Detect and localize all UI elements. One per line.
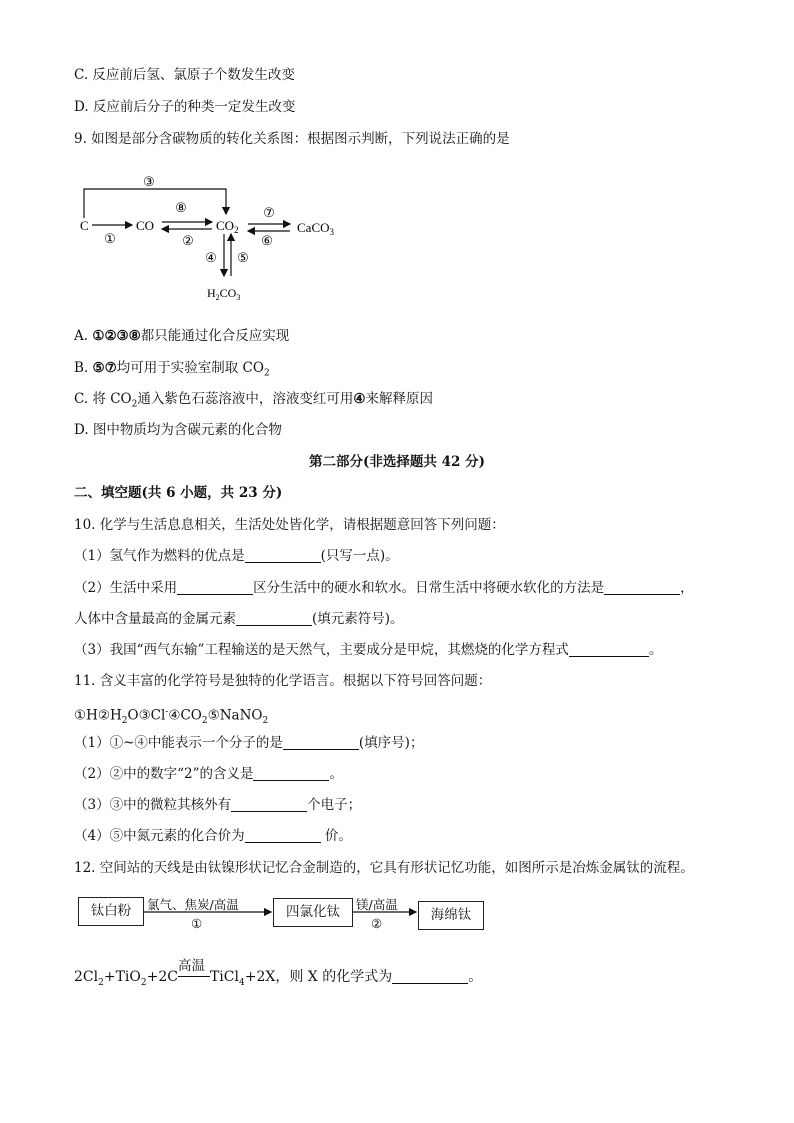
equation-condition: 高温 xyxy=(177,958,205,974)
node-c: C xyxy=(80,218,89,233)
flow-arrow-1-label: 氯气、焦炭/高温 xyxy=(147,897,239,912)
flow-box-titanium-tetrachloride: 四氯化钛 xyxy=(273,898,353,927)
q11-sub4: （4）⑤中氮元素的化合价为 价。 xyxy=(74,828,352,844)
node-co: CO xyxy=(136,218,155,233)
label-2: ② xyxy=(182,233,194,248)
q10-stem: 10. 化学与生活息息相关，生活处处皆化学，请根据题意回答下列问题： xyxy=(74,517,505,533)
q9-option-b: B. ⑤⑦均可用于实验室制取 $CO_2$ xyxy=(74,360,270,379)
q8-option-d: D. 反应前后分子的种类一定发生改变 xyxy=(74,99,296,115)
node-caco3: CaCO$_3$ xyxy=(297,220,334,237)
q9-option-d: D. 图中物质均为含碳元素的化合物 xyxy=(74,422,282,438)
q9-option-c: C. 将 $CO_2$通入紫色石蕊溶液中，溶液变红可用④来解释原因 xyxy=(74,391,433,410)
answer-blank[interactable] xyxy=(283,735,359,750)
answer-blank[interactable] xyxy=(604,580,680,595)
arrow-3 xyxy=(84,189,226,218)
carbon-conversion-diagram xyxy=(70,170,360,305)
flow-arrow-2-step: ② xyxy=(371,916,383,931)
q10-sub2-cont: 人体中含量最高的金属元素 (填元素符号)。 xyxy=(74,611,404,627)
part2-heading: 第二部分(非选择题共 42 分) xyxy=(309,454,485,470)
label-3: ③ xyxy=(143,174,155,189)
answer-blank[interactable] xyxy=(231,797,307,812)
answer-blank[interactable] xyxy=(177,580,253,595)
q11-sub1: （1）①~④中能表示一个分子的是 (填序号)； xyxy=(74,735,424,751)
answer-blank[interactable] xyxy=(569,642,649,657)
q10-sub1: （1）氢气作为燃料的优点是 (只写一点)。 xyxy=(74,548,399,564)
label-4: ④ xyxy=(205,250,217,265)
q11-sub2: （2）②中的数字“2”的含义是 。 xyxy=(74,766,343,782)
answer-blank[interactable] xyxy=(245,548,321,563)
flow-arrow-1-step: ① xyxy=(191,916,203,931)
q10-sub3: （3）我国“西气东输”工程输送的是天然气，主要成分是甲烷，其燃烧的化学方程式 。 xyxy=(74,642,663,658)
node-h2co3: $H_2CO_3$ xyxy=(207,286,241,302)
q12-equation: $2Cl_2+TiO_2+2C$ 高温 TiCl$_4$+2X，则 X 的化学式为 。 xyxy=(74,958,483,988)
answer-blank[interactable] xyxy=(245,828,321,843)
answer-blank[interactable] xyxy=(392,969,468,984)
q9-stem: 9. 如图是部分含碳物质的转化关系图：根据图示判断，下列说法正确的是 xyxy=(74,131,510,147)
q11-sub3: （3）③中的微粒其核外有 个电子； xyxy=(74,797,362,813)
q9-option-a: A. ①②③⑧都只能通过化合反应实现 xyxy=(74,328,290,344)
label-7: ⑦ xyxy=(263,205,275,220)
flow-arrow-2-label: 镁/高温 xyxy=(356,897,398,912)
label-5: ⑤ xyxy=(237,250,249,265)
flow-box-titanium-white: 钛白粉 xyxy=(78,897,144,926)
q10-sub2: （2）生活中采用 区分生活中的硬水和软水。日常生活中将硬水软化的方法是 ， xyxy=(74,580,694,596)
label-8: ⑧ xyxy=(175,200,187,215)
answer-blank[interactable] xyxy=(236,611,312,626)
q11-stem: 11. 含义丰富的化学符号是独特的化学语言。根据以下符号回答问题： xyxy=(74,673,492,689)
q11-symbols: $①H②H_2O③Cl^-④CO_2⑤NaNO_2$ xyxy=(74,707,269,727)
flow-box-sponge-titanium: 海绵钛 xyxy=(418,901,484,930)
label-6: ⑥ xyxy=(261,233,273,248)
node-co2: $CO_2$ xyxy=(216,218,239,235)
q12-stem: 12. 空间站的天线是由钛镍形状记忆合金制造的，它具有形状记忆功能，如图所示是冶炼金属钛的流程。 xyxy=(74,860,694,876)
answer-blank[interactable] xyxy=(253,766,329,781)
label-1: ① xyxy=(104,231,116,246)
q8-option-c: C. 反应前后氢、氯原子个数发生改变 xyxy=(74,67,295,83)
section-heading: 二、填空题(共 6 小题，共 23 分) xyxy=(74,485,283,501)
